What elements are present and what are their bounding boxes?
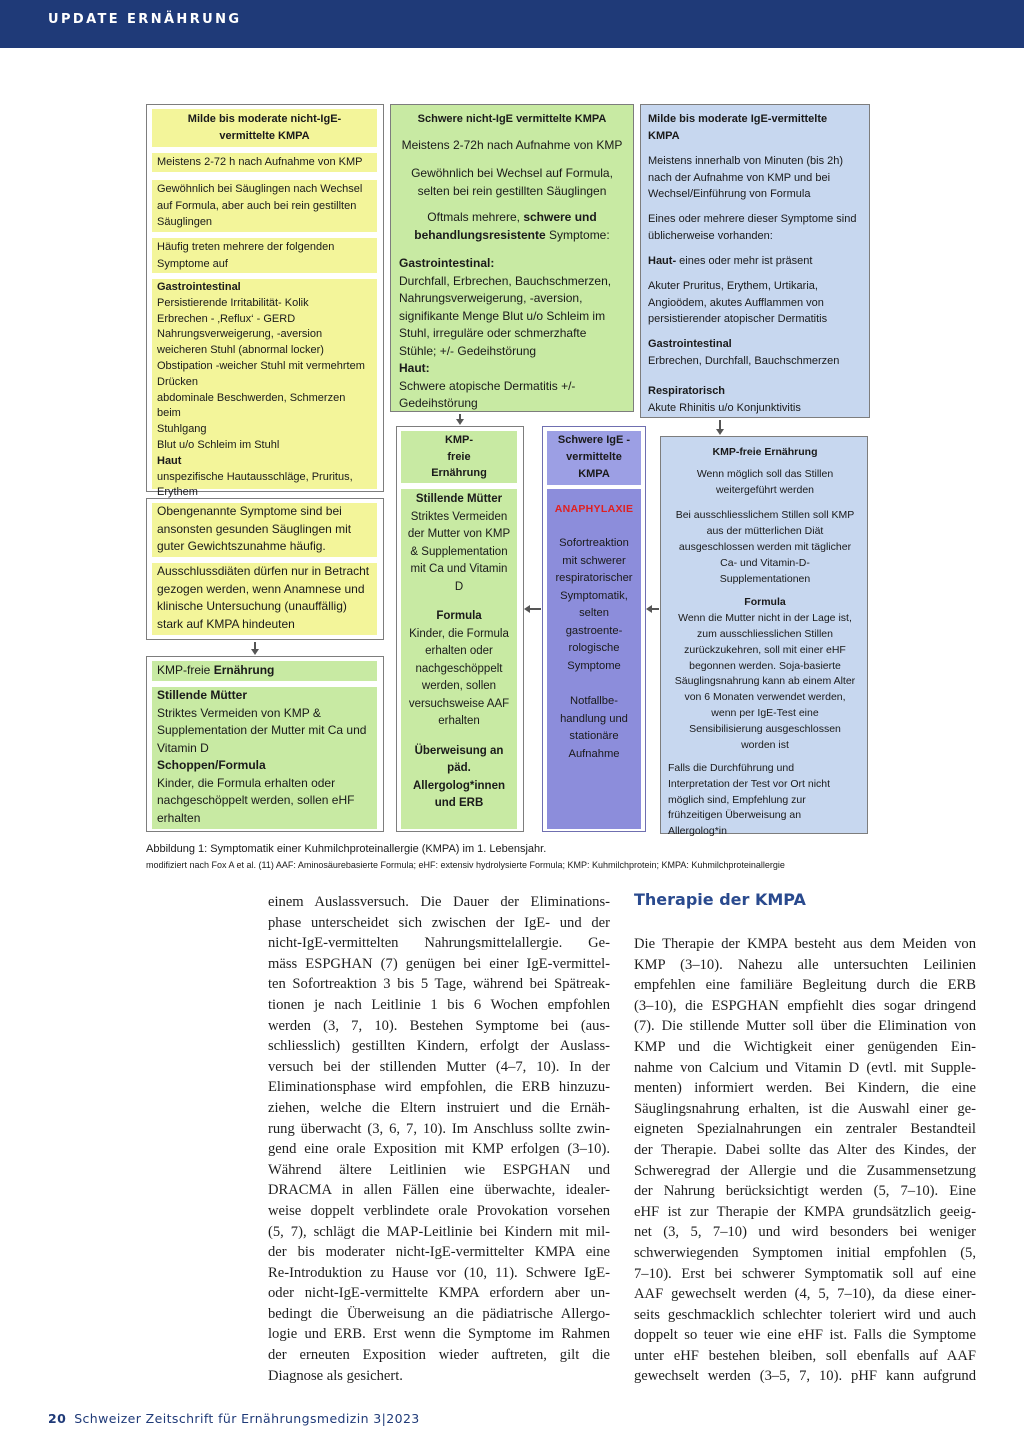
text-line: ten Sofortreaktion 3 bis 5 Tage, während bei Spätreak- bbox=[268, 976, 610, 993]
text-line: erhalten bbox=[438, 715, 480, 727]
text-line: Supplementation der Mutter mit Ca und bbox=[157, 723, 367, 737]
text-line: menten) informiert werden. Bei Kindern, die eine bbox=[634, 1080, 976, 1097]
text-line: begonnen werden. Soja-basierte bbox=[689, 659, 841, 672]
text-line: Symptomatik, bbox=[560, 589, 628, 602]
note-paragraph-1 bbox=[152, 503, 377, 557]
figure-flowchart bbox=[146, 104, 870, 840]
figure-caption-note: modifiziert nach Fox A et al. (11) AAF: Aminosäurebasierte Formula; eHF: extensiv hydrolysierte Formula; KMP: Kuhmilchprotein; KMPA: Kuhmilchproteinallergie bbox=[146, 860, 785, 870]
text-line: weitergeführt werden bbox=[715, 483, 815, 496]
gi-item: weicheren Stuhl (abnormal locker) bbox=[157, 344, 324, 357]
text-line: Schwere atopische Dermatitis +/- bbox=[399, 378, 576, 393]
text-line: respiratorischer bbox=[555, 572, 633, 584]
gi-item: abdominale Beschwerden, Schmerzen beim bbox=[157, 391, 346, 420]
gi-item: Obstipation -weicher Stuhl mit vermehrtem bbox=[157, 359, 365, 372]
text-line: Kinder, die Formula erhalten oder bbox=[157, 775, 336, 790]
box-title bbox=[152, 109, 377, 147]
text-line: versuch bei der stillenden Mutter (4–7, 10). In der bbox=[268, 1058, 610, 1075]
onset-text bbox=[393, 137, 631, 155]
referral-line: Überweisung an bbox=[414, 744, 504, 757]
text-line: empfehlen eine familiäre Begleitung durch die ERB bbox=[634, 977, 976, 994]
severe-symptoms-text bbox=[393, 209, 631, 244]
text-line: Gewöhnlich bei Säuglingen nach Wechsel bbox=[157, 183, 363, 195]
gi-block bbox=[643, 336, 869, 369]
text-line: ziehen, welche die Eltern instruiert und die Ernäh- bbox=[268, 1099, 610, 1116]
text-line: Wenn möglich soll das Stillen bbox=[696, 467, 834, 480]
text-line: aus der mütterlichen Diät bbox=[706, 525, 824, 538]
title-line: vermittelte bbox=[566, 451, 622, 463]
onset-text bbox=[643, 153, 869, 203]
right-text-column bbox=[634, 934, 976, 1387]
gi-title: Gastrointestinal bbox=[157, 281, 241, 293]
box-exclusion-note bbox=[146, 498, 384, 640]
text-line: Angioödem, akutes Aufflammen von bbox=[648, 296, 824, 309]
text-line: stationäre bbox=[569, 730, 619, 742]
onset-line: Meistens 2-72 h nach Aufnahme von KMP bbox=[157, 156, 363, 168]
text-line: gastroente- bbox=[565, 624, 623, 637]
text-line: einem Auslassversuch. Die Dauer der Eliminations- bbox=[268, 894, 610, 910]
text-line: oder nicht-IgE-vermittelte KMPA erfordern aber un- bbox=[268, 1285, 610, 1302]
text-part: eines oder mehr ist präsent bbox=[676, 255, 813, 267]
text-line: eHF ist zur Therapie der KMPA grundsätzlich geeig- bbox=[634, 1203, 976, 1220]
text-line: DRACMA in allen Fällen eine überwachte, idealer- bbox=[268, 1182, 610, 1199]
text-line: ansonsten gesunden Säuglingen mit bbox=[157, 521, 352, 536]
referral-line: päd. bbox=[447, 762, 471, 774]
skin-item: unspezifische Hautausschläge, Pruritus, bbox=[157, 470, 353, 483]
title-line: KMPA bbox=[578, 468, 610, 480]
text-line: weise doppelt verblindete orale Provokation vorsehen bbox=[268, 1202, 610, 1219]
text-line: Schweregrad der Allergie und die Zusammensetzung bbox=[634, 1162, 976, 1179]
text-line: Gewöhnlich bei Wechsel auf Formula, bbox=[411, 166, 613, 180]
text-line: werden, sollen bbox=[421, 680, 497, 692]
text-line: tionen je nach Leitlinie 1 bis 6 Wochen empfohlen bbox=[268, 996, 610, 1013]
title-line: freie bbox=[447, 450, 471, 463]
box-mild-non-ige bbox=[146, 104, 384, 499]
text-line: Akute Rhinitis u/o Konjunktivitis bbox=[648, 401, 801, 414]
text-line: ausgeschlossen werden mit täglicher bbox=[678, 540, 852, 553]
skin-title: Haut- bbox=[648, 255, 677, 267]
text-line: worden ist bbox=[741, 738, 789, 751]
text-line: Akuter Pruritus, Erythem, Urtikaria, bbox=[648, 280, 818, 292]
text-line: erhalten oder bbox=[425, 645, 493, 657]
text-line: gend eine orale Exposition mit KMP erfolgen (3–10). bbox=[268, 1141, 610, 1158]
text-line: Re-Introduktion zu Hause vor (10, 11). Schwere IgE- bbox=[268, 1264, 610, 1281]
formula-title: Formula bbox=[436, 610, 482, 622]
text-line: schliesslich) gestillten Kindern, erfolgt der Auslass- bbox=[268, 1038, 610, 1055]
text-line: persistierender atopischer Dermatitis bbox=[648, 313, 828, 325]
text-line: Durchfall, Erbrechen, Bauchschmerzen, bbox=[399, 273, 612, 288]
text-line: Säuglingen bbox=[157, 216, 213, 228]
text-line: Eines oder mehrere dieser Symptome sind bbox=[648, 213, 857, 225]
text-line: signifikante Menge Blut u/o Schleim im bbox=[399, 308, 606, 323]
text-line: Supplementationen bbox=[719, 572, 811, 585]
text-line: selten bbox=[579, 607, 609, 619]
mothers-title: Stillende Mütter bbox=[415, 493, 503, 505]
text-line: Wenn die Mutter nicht in der Lage ist, bbox=[678, 612, 852, 625]
gi-title: Gastrointestinal: bbox=[399, 256, 495, 270]
text-line: der Mutter von KMP bbox=[407, 528, 511, 540]
title-line: KMP- bbox=[444, 434, 474, 446]
diet-ige-text bbox=[661, 445, 869, 753]
text-line: Allergolog*in bbox=[668, 825, 727, 838]
box-title bbox=[547, 431, 641, 485]
text-line: gezogen werden, wenn Anamnese und bbox=[157, 581, 365, 596]
infants-text bbox=[393, 165, 631, 200]
text-line: doppelt so teuer wie eine eHF ist. Falls die Symptome bbox=[634, 1327, 976, 1344]
section-title: UPDATE ERNÄHRUNG bbox=[48, 12, 242, 27]
arrow-col2-head bbox=[456, 419, 464, 425]
gi-item: Nahrungsverweigerung, -aversion bbox=[157, 328, 323, 341]
box-title bbox=[401, 431, 517, 483]
left-text-column bbox=[268, 892, 610, 1386]
page-number: 20 bbox=[48, 1411, 67, 1426]
text-line: von 6 Monaten verwendet werden, bbox=[684, 691, 846, 704]
text-line: der bis moderater nicht-IgE-vermittelter KMPA eine bbox=[268, 1244, 610, 1261]
formula-title: Schoppen/Formula bbox=[157, 758, 266, 772]
skin-item: Erythem bbox=[157, 486, 198, 499]
arrow-purple-to-green-head bbox=[524, 605, 530, 613]
title-line: vermittelte KMPA bbox=[219, 130, 310, 142]
infants-text bbox=[152, 180, 377, 232]
text-line: (7). Die stillende Mutter soll über die Elimination von bbox=[634, 1018, 976, 1035]
mothers-title: Stillende Mütter bbox=[157, 688, 248, 702]
text-line: & Supplementation bbox=[410, 545, 508, 558]
box-title: KMP-freie Ernährung bbox=[712, 446, 818, 458]
box-severe-non-ige bbox=[390, 104, 634, 412]
box-kmp-free-diet-mild bbox=[146, 656, 384, 832]
text-line: rologische bbox=[568, 642, 620, 654]
text-line: der Nahrung berücksichtigt werden (5, 7–10). Eine bbox=[634, 1183, 976, 1200]
diet-details bbox=[401, 489, 517, 829]
title-line: Ernährung bbox=[431, 467, 487, 479]
box-kmp-free-diet-severe bbox=[396, 426, 524, 832]
text-line: guter Gewichtszunahme häufig. bbox=[157, 539, 326, 553]
text-line: klinische Untersuchung (unauffällig) bbox=[157, 599, 347, 613]
text-line: D bbox=[454, 580, 464, 593]
resp-title: Respiratorisch bbox=[648, 385, 726, 397]
text-line: rung überwacht (3, 6, 7, 10). Im Anschluss sollte zwin- bbox=[268, 1120, 610, 1137]
note-paragraph-2 bbox=[152, 563, 377, 635]
referral-line: und ERB bbox=[434, 797, 484, 809]
arrow-purple-to-green bbox=[529, 608, 541, 610]
text-line: KMP und die Wichtigkeit einer genügenden Ein- bbox=[634, 1038, 976, 1055]
text-line: nahme von Calcium und Vitamin D (evtl. mit Supple- bbox=[634, 1059, 976, 1076]
box-kmp-free-diet-ige bbox=[660, 436, 868, 838]
text-line: Sofortreaktion bbox=[559, 537, 629, 549]
text-line: Striktes Vermeiden bbox=[410, 510, 508, 523]
text-line: Symptome bbox=[567, 659, 621, 672]
skin-heading bbox=[643, 253, 869, 270]
symptom-list bbox=[152, 279, 377, 499]
referral-line: Allergolog*innen bbox=[413, 779, 505, 792]
title-line: Milde bis moderate nicht-IgE- bbox=[187, 113, 342, 125]
gi-item: Persistierende Irritabilität- Kolik bbox=[157, 296, 309, 309]
text-line: versuchsweise AAF bbox=[408, 697, 510, 710]
test-referral-text bbox=[665, 761, 869, 840]
text-line: frühzeitigen Überweisung an bbox=[668, 809, 802, 822]
text-line: der Therapie. Dabei sollte das Alter des Kindes, der bbox=[634, 1141, 976, 1158]
text-line: gewechselt werden (3–5, 7, 10). pHF kann aufgrund bbox=[634, 1368, 976, 1385]
arrow-blue-to-purple bbox=[651, 608, 659, 610]
text-line: Gedeihstörung bbox=[399, 396, 478, 410]
text-line: selten bei rein gestillten Säuglingen bbox=[417, 183, 607, 198]
skin-title: Haut bbox=[157, 454, 182, 467]
arrow-col1-head bbox=[251, 649, 259, 655]
box-mild-ige bbox=[640, 104, 870, 418]
gi-item: Drücken bbox=[157, 375, 198, 388]
text-line: Säuglingsnahrung kann ab einem Alter bbox=[674, 675, 856, 688]
respiratory-block bbox=[643, 383, 869, 416]
text-line: Kinder, die Formula bbox=[409, 627, 509, 640]
box-title bbox=[152, 661, 377, 681]
arrow-col3-head bbox=[716, 429, 724, 435]
text-line: stark auf KMPA hindeuten bbox=[157, 616, 295, 631]
text-line: (3–10), die ESPGHAN empfiehlt dies sogar dringend bbox=[634, 997, 976, 1014]
text-part-bold: behandlungsresistente bbox=[414, 227, 546, 242]
text-line: der erneuten Exposition wieder auftreten, gilt die bbox=[268, 1347, 610, 1364]
text-line: Obengenannte Symptome sind bei bbox=[157, 504, 342, 518]
text-line: wenn per IgE-Test eine bbox=[711, 706, 819, 719]
diet-details bbox=[152, 687, 377, 829]
text-line: Sensibilisierung ausgeschlossen bbox=[689, 722, 841, 735]
text-line: Stühle; +/- Gedeihstörung bbox=[399, 343, 537, 358]
text-line: Häufig treten mehrere der folgenden bbox=[157, 241, 335, 253]
text-line: handlung und bbox=[560, 712, 628, 725]
onset-text bbox=[152, 153, 377, 172]
text-line: mit schwerer bbox=[562, 554, 626, 567]
frequent-text bbox=[152, 238, 377, 273]
arrow-blue-to-purple-head bbox=[646, 605, 652, 613]
text-line: Striktes Vermeiden von KMP & bbox=[157, 705, 321, 720]
text-line: unter eHF bestehen bleiben, soll ebenfalls auf AAF bbox=[634, 1347, 976, 1364]
reaction-text bbox=[547, 535, 641, 675]
text-line: Ausschlussdiäten dürfen nur in Betracht bbox=[157, 564, 370, 578]
title-line: Schwere nicht-IgE vermittelte KMPA bbox=[417, 113, 607, 125]
text-line: mäss ESPGHAN (7) genügen bei einer IgE-vermittel- bbox=[268, 955, 610, 972]
box-title bbox=[643, 111, 869, 144]
text-line: erhalten bbox=[157, 810, 201, 825]
journal-name: Schweizer Zeitschrift für Ernährungsmedizin 3|2023 bbox=[74, 1411, 420, 1426]
section-heading: Therapie der KMPA bbox=[634, 890, 806, 909]
skin-text bbox=[643, 278, 869, 328]
text-line: KMP (3–10). Nahezu alle untersuchten Leilinien bbox=[634, 956, 976, 973]
text-line: Eliminationsphase wird empfohlen, die ERB hinzuzu- bbox=[268, 1079, 610, 1096]
text-line: mit Ca und Vitamin bbox=[410, 563, 508, 575]
gi-item: Stuhlgang bbox=[157, 423, 207, 436]
text-line: Nahrungsverweigerung, -aversion, bbox=[399, 291, 583, 305]
text-line: zurückzukehren, soll mit einer eHF bbox=[684, 643, 846, 656]
text-line: eigneten Spezialnahrungen ein zentraler Bestandteil bbox=[634, 1121, 976, 1138]
gi-item: Erbrechen - ‚Reflux‘ - GERD bbox=[157, 312, 296, 325]
anaphylaxis-text: ANAPHYLAXIE bbox=[554, 503, 634, 515]
symptom-list bbox=[394, 255, 632, 413]
text-line: Stuhl, irreguläre oder schmerzhafte bbox=[399, 326, 587, 340]
text-line: Während ältere Leitlinien wie ESPGHAN und bbox=[268, 1161, 610, 1178]
section-header-bar bbox=[0, 0, 1024, 48]
text-line: Aufnahme bbox=[568, 747, 620, 760]
text-line: bedingt die Überweisung an die pädiatrische Allergo- bbox=[268, 1305, 610, 1322]
text-line: Diagnose als gesichert. bbox=[268, 1367, 403, 1384]
box-severe-ige bbox=[542, 426, 646, 832]
title-line: Schwere IgE - bbox=[557, 434, 631, 446]
gi-item: Blut u/o Schleim im Stuhl bbox=[157, 438, 280, 451]
text-line: Ca- und Vitamin-D- bbox=[720, 556, 810, 569]
skin-title: Haut: bbox=[399, 361, 430, 375]
text-part: Oftmals mehrere, bbox=[427, 210, 524, 224]
text-line: Interpretation der Test vor Ort nicht bbox=[668, 777, 831, 790]
text-line: üblicherweise vorhanden: bbox=[648, 229, 773, 242]
text-line: werden (3, 7, 10). Bestehen Symptome bei (aus- bbox=[268, 1017, 610, 1034]
text-line: nachgeschöppelt werden, sollen eHF bbox=[157, 793, 355, 807]
figure-caption: Abbildung 1: Symptomatik einer Kuhmilchproteinallergie (KMPA) im 1. Lebensjahr. bbox=[146, 843, 547, 855]
anaphylaxis-label bbox=[547, 501, 641, 518]
text-line: seits geschmacklich schlechter toleriert wird und auch bbox=[634, 1306, 976, 1323]
text-line: nach der Aufnahme von KMP und bei bbox=[648, 171, 831, 184]
text-line: logie und ERB. Erst wenn die Symptome im Rahmen bbox=[268, 1326, 610, 1343]
text-line: Die Therapie der KMPA besteht aus dem Meiden von bbox=[634, 936, 976, 952]
text-line: Wechsel/Einführung von Formula bbox=[648, 188, 811, 200]
text-line: phase unterscheidet sich zwischen der IgE- und der bbox=[268, 914, 610, 931]
gi-title: Gastrointestinal bbox=[648, 338, 732, 350]
text-part: Symptome: bbox=[545, 227, 610, 242]
text-line: Meistens innerhalb von Minuten (bis 2h) bbox=[648, 155, 844, 167]
text-line: möglich sind, Empfehlung zur bbox=[668, 793, 806, 806]
text-line: Erbrechen, Durchfall, Bauchschmerzen bbox=[648, 354, 840, 367]
text-line: Falls die Durchführung und bbox=[668, 762, 795, 774]
text-line: 7–10). Erst bei schwerer Symptomatik soll auf eine bbox=[634, 1265, 976, 1282]
text-line: (5, 7), schlägt die MAP-Leitlinie bei Kindern mit mil- bbox=[268, 1223, 610, 1240]
several-symptoms-text bbox=[643, 211, 869, 244]
page-footer bbox=[48, 1411, 420, 1426]
text-line: nicht-IgE-vermittelten Nahrungsmittelallergie. Ge- bbox=[268, 935, 610, 952]
formula-title: Formula bbox=[744, 596, 786, 609]
title-line: Milde bis moderate IgE-vermittelte bbox=[648, 113, 828, 125]
text-line: AAF gewechselt werden (4, 5, 7–10), da diese einer- bbox=[634, 1286, 976, 1303]
text-line: nachgeschöppelt bbox=[415, 662, 503, 675]
text-line: net (3, 5, 7–10) und wird besonders bei weniger bbox=[634, 1224, 976, 1241]
text-line: zum ausschliesslichen Stillen bbox=[697, 627, 833, 640]
text-part-bold: schwere und bbox=[523, 210, 597, 224]
title-part-bold: Ernährung bbox=[213, 663, 275, 677]
text-line: Notfallbe- bbox=[570, 695, 618, 707]
title-part: KMP-freie bbox=[157, 663, 214, 677]
text-line: Vitamin D bbox=[157, 740, 209, 755]
text-line: Bei ausschliesslichem Stillen soll KMP bbox=[675, 509, 855, 522]
title-line: KMPA bbox=[648, 129, 680, 142]
text-line: schwerwiegenden Symptomen initial empfohlen (5, bbox=[634, 1244, 976, 1261]
box-title bbox=[393, 111, 631, 128]
onset-line: Meistens 2-72h nach Aufnahme von KMP bbox=[401, 138, 623, 152]
text-line: auf Formula, aber auch bei rein gestillten bbox=[157, 199, 357, 212]
text-line: Symptome auf bbox=[157, 257, 228, 270]
text-line: Säuglingsnahrung erhalten, ist die Auswahl einer ge- bbox=[634, 1100, 976, 1117]
emergency-text bbox=[547, 693, 641, 763]
